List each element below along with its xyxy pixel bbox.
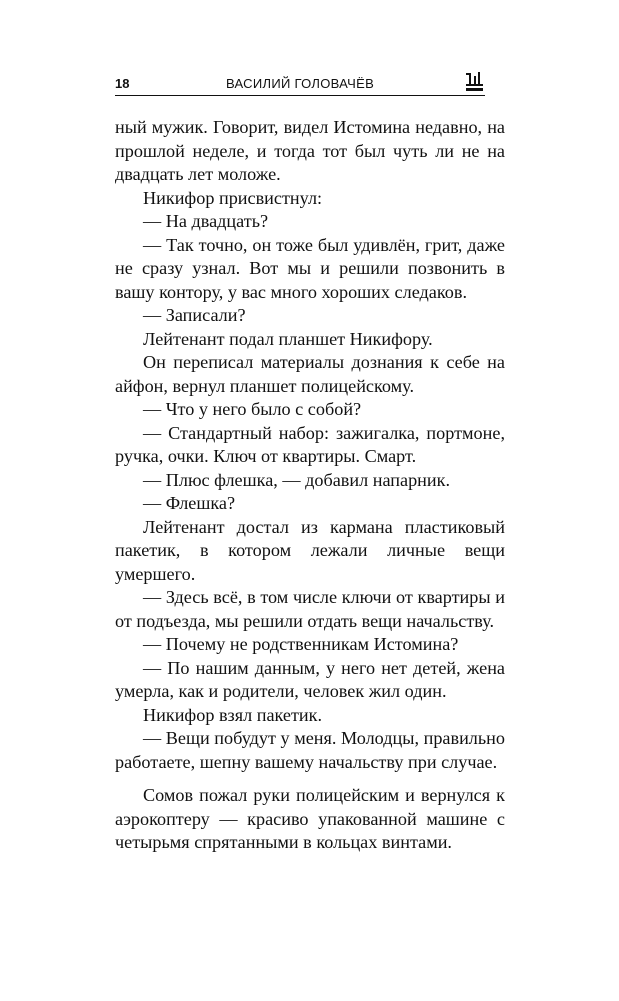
- paragraph: ный мужик. Говорит, видел Истомина недавно, на прошлой неделе, и тогда тот был чуть ли не на двадцать лет моложе.: [115, 117, 505, 184]
- paragraph: — Здесь всё, в том числе ключи от квартиры и от подъезда, мы решили отдать вещи начальству.: [115, 587, 505, 631]
- paragraph: — Флешка?: [143, 493, 236, 513]
- paragraph: — Почему не родственникам Истомина?: [143, 634, 459, 654]
- paragraph: — Вещи побудут у меня. Молодцы, правильно работаете, шепну вашему начальству при случае.: [115, 728, 505, 772]
- publisher-logo-icon: [466, 72, 483, 92]
- paragraph: — Стандартный набор: зажигалка, портмоне, ручка, очки. Ключ от квартиры. Смарт.: [115, 422, 505, 466]
- page-header: [115, 72, 485, 98]
- body-text: [115, 116, 505, 855]
- running-title: ВАСИЛИЙ ГОЛОВАЧЁВ: [225, 76, 375, 91]
- page-number: 18: [115, 76, 130, 91]
- paragraph: Лейтенант подал планшет Никифору.: [143, 328, 433, 349]
- paragraph: — Плюс флешка, — добавил напарник.: [143, 469, 451, 490]
- paragraph: — На двадцать?: [143, 211, 269, 231]
- paragraph: — Записали?: [143, 305, 246, 325]
- paragraph: — Что у него было с собой?: [143, 399, 362, 419]
- paragraph: — По нашим данным, у него нет детей, жена умерла, как и родители, человек жил один.: [115, 657, 505, 701]
- paragraph: Никифор взял пакетик.: [143, 704, 323, 725]
- paragraph: — Так точно, он тоже был удивлён, грит, даже не сразу узнал. Вот мы и решили позвонить в вашу контору, у вас много хороших следаков.: [115, 234, 505, 302]
- paragraph: Он переписал материалы дознания к себе на айфон, вернул планшет полицейскому.: [115, 352, 505, 396]
- paragraph: Сомов пожал руки полицейским и вернулся к аэрокоптеру — красиво упакованной машине с четырьмя спрятанными в кольцах винтами.: [115, 785, 505, 852]
- paragraph: Лейтенант достал из кармана пластиковый пакетик, в котором лежали личные вещи умершего.: [115, 516, 505, 584]
- paragraph: Никифор присвистнул:: [143, 187, 323, 208]
- header-rule: [115, 95, 485, 96]
